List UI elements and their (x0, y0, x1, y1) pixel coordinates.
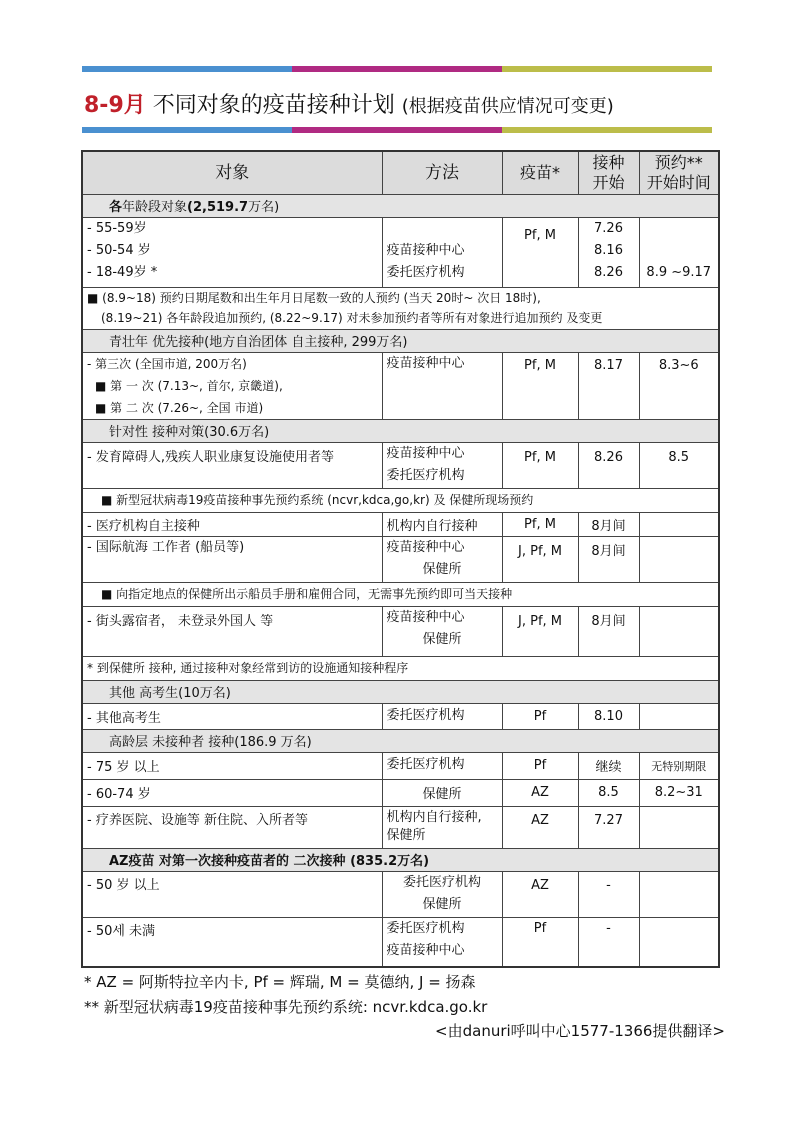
color-bar-olive (502, 66, 712, 72)
footnote-reservation: ** 新型冠状病毒19疫苗接种事先预约系统: ncvr.kdca.go.kr (84, 998, 488, 1016)
table-row: - 发育障碍人,残疾人职业康复设施使用者等 疫苗接种中心 委托医疗机构 Pf, M 8.26 8.5 (82, 442, 719, 488)
color-bar-olive-2 (502, 127, 712, 133)
header-method: 方法 (382, 151, 502, 194)
header-reservation: 预约** 开始时间 (639, 151, 719, 194)
table-row: - 国际航海 工作者 (船员等) 疫苗接种中心 保健所 J, Pf, M 8月间 (82, 536, 719, 582)
table-row: - 50세 未满 委托医疗机构 疫苗接种中心 Pf - (82, 917, 719, 967)
section-title: AZ疫苗 对第一次接种疫苗者的 二次接种 (835.2万名) (82, 848, 719, 871)
table-row: - 55-59岁 - 50-54 岁 - 18-49岁 * 疫苗接种中心 委托医疗机构 Pf, M 7.26 8.16 8.26 8.9 ~9.17 (82, 217, 719, 287)
page-title: 8-9月 不同对象的疫苗接种计划 (根据疫苗供应情况可变更) (84, 93, 614, 118)
header-target: 对象 (82, 151, 382, 194)
vaccination-plan-table (81, 150, 720, 968)
table-row: - 50 岁 以上 委托医疗机构 保健所 AZ - (82, 871, 719, 917)
header-vaccine: 疫苗* (502, 151, 578, 194)
header-start: 接种 开始 (578, 151, 639, 194)
table-row: - 疗养医院、设施等 新住院、入所者等 机构内自行接种, 保健所 AZ 7.27 (82, 806, 719, 848)
section-title: 高龄层 未接种者 接种(186.9 万名) (82, 729, 719, 752)
table-row: - 医疗机构自主接种 机构内自行接种 Pf, M 8月间 (82, 512, 719, 536)
table-note: ■ (8.9~18) 预约日期尾数和出生年月日尾数一致的人预约 (当天 20时~ 次日 18时), (8.19~21) 各年龄段追加预约, (8.22~9.17) 对未参加预约者等所有对象进行追加预约 及变更 (82, 287, 719, 329)
color-bar-magenta (292, 66, 502, 72)
section-title: 青壮年 优先接种(地方自治团体 自主接种, 299万名) (82, 329, 719, 352)
color-bar-magenta-2 (292, 127, 502, 133)
color-bar-blue-2 (82, 127, 292, 133)
table-note: * 到保健所 接种, 通过接种对象经常到访的设施通知接种程序 (82, 656, 719, 680)
color-bar-blue (82, 66, 292, 72)
table-header (82, 151, 719, 194)
footnote-vaccines: * AZ = 阿斯特拉辛内卡, Pf = 辉瑞, M = 莫德纳, J = 扬森 (84, 973, 476, 991)
table-row: - 街头露宿者， 未登录外国人 等 疫苗接种中心 保健所 J, Pf, M 8月间 (82, 606, 719, 656)
table-note: ■ 向指定地点的保健所出示船员手册和雇佣合同，无需事先预约即可当天接种 (82, 582, 719, 606)
table-row: - 第三次 (全国市道, 200万名) ■ 第 一 次 (7.13~, 首尔, 京畿道), ■ 第 二 次 (7.26~, 全国 市道) 疫苗接种中心 Pf, M 8.17 8.3~6 (82, 352, 719, 419)
table-note: ■ 新型冠状病毒19疫苗接种事先预约系统 (ncvr,kdca,go,kr) 及 保健所现场预约 (82, 488, 719, 512)
table-row: - 60-74 岁 保健所 AZ 8.5 8.2~31 (82, 779, 719, 806)
table-row: - 75 岁 以上 委托医疗机构 Pf 继续 无特别期限 (82, 752, 719, 779)
section-title: 针对性 接种对策(30.6万名) (82, 419, 719, 442)
section-title: 各年龄段对象(2,519.7万名) (82, 194, 719, 217)
translation-credit: <由danuri呼叫中心1577-1366提供翻译> (435, 1022, 725, 1040)
section-title: 其他 高考生(10万名) (82, 680, 719, 703)
table-row: - 其他高考生 委托医疗机构 Pf 8.10 (82, 703, 719, 729)
